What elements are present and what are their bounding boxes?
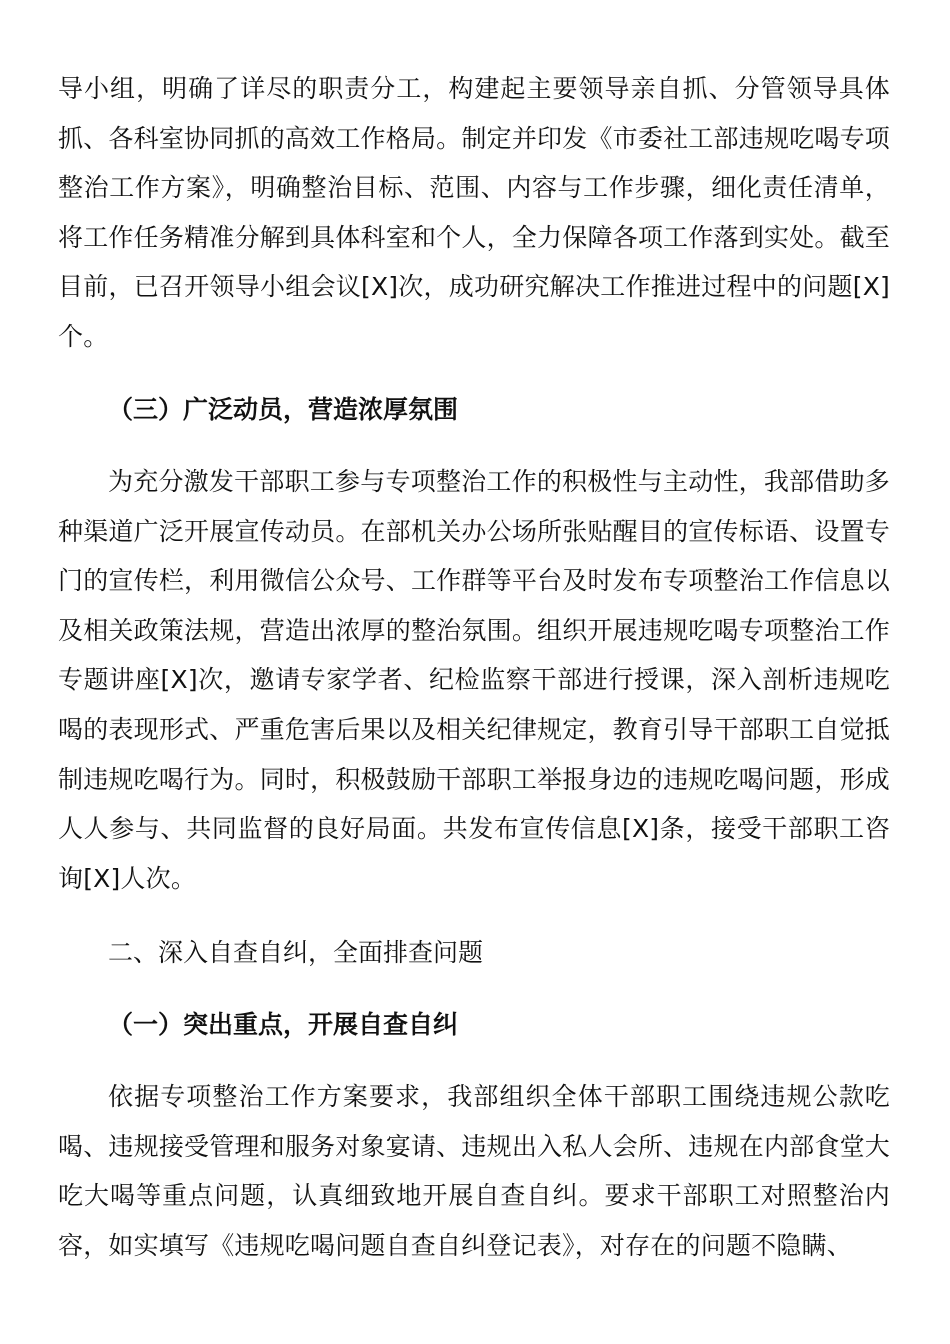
paragraph-leadership-group: 导小组，明确了详尽的职责分工，构建起主要领导亲自抓、分管领导具体抓、各科室协同抓的高效工作格局。制定并印发《市委社工部违规吃喝专项整治工作方案》，明确整治目标、范围、内容与工作步骤，细化责任清单，将工作任务精准分解到具体科室和个人，全力保障各项工作落到实处。截至目前，已召开领导小组会议[X]次，成功研究解决工作推进过程中的问题[X]个。 [58,74,890,351]
heading-self-inspection: （一）突出重点，开展自查自纠 [108,1010,459,1039]
heading-mobilization: （三）广泛动员，营造浓厚氛围 [108,395,459,424]
heading-section-two: 二、深入自查自纠，全面排查问题 [108,938,484,967]
paragraph-mobilization: 为充分激发干部职工参与专项整治工作的积极性与主动性，我部借助多种渠道广泛开展宣传动员。在部机关办公场所张贴醒目的宣传标语、设置专门的宣传栏，利用微信公众号、工作群等平台及时发布专项整治工作信息以及相关政策法规，营造出浓厚的整治氛围。组织开展违规吃喝专项整治工作专题讲座[X]次，邀请专家学者、纪检监察干部进行授课，深入剖析违规吃喝的表现形式、严重危害后果以及相关纪律规定，教育引导干部职工自觉抵制违规吃喝行为。同时，积极鼓励干部职工举报身边的违规吃喝问题，形成人人参与、共同监督的良好局面。共发布宣传信息[X]条，接受干部职工咨询[X]人次。 [58,467,890,893]
paragraph-self-inspection: 依据专项整治工作方案要求，我部组织全体干部职工围绕违规公款吃喝、违规接受管理和服务对象宴请、违规出入私人会所、违规在内部食堂大吃大喝等重点问题，认真细致地开展自查自纠。要求干部职工对照整治内容，如实填写《违规吃喝问题自查自纠登记表》，对存在的问题不隐瞒、 [58,1082,890,1260]
